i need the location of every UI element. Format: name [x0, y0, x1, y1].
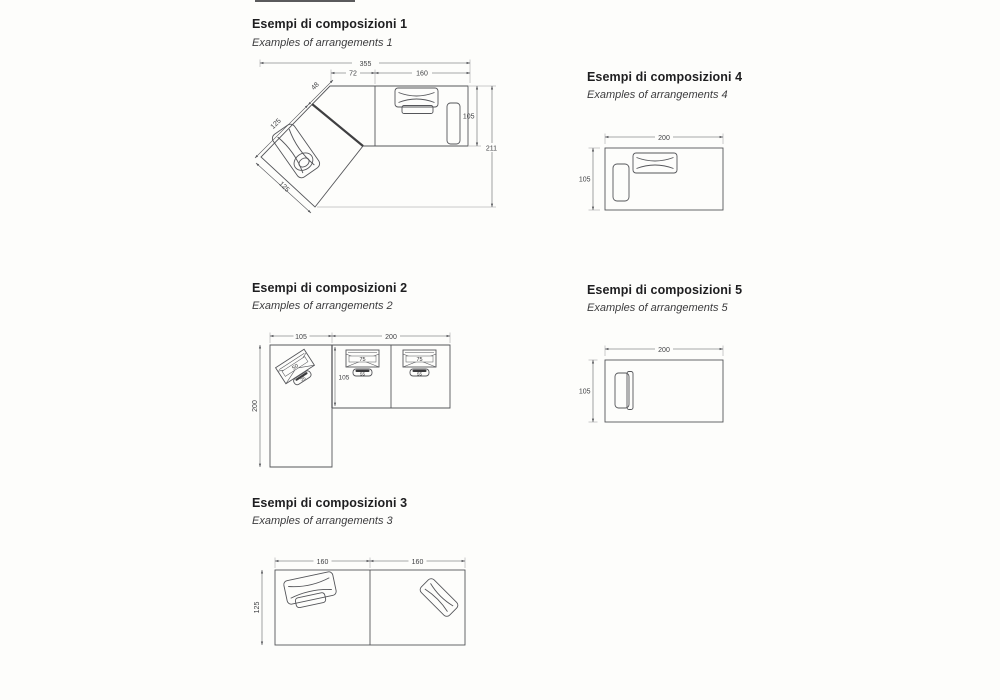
comp1-dim-segments [331, 69, 470, 78]
comp3-diagram [245, 545, 480, 655]
dim-label: 105 [578, 388, 591, 396]
side-cushion-icon [615, 372, 633, 410]
bolster-pillow-icon [633, 153, 677, 173]
comp1-diagram [245, 52, 510, 217]
pillow-icon [276, 349, 319, 390]
dim-label: 75 [359, 357, 366, 363]
comp2-dim-left-depth [250, 345, 260, 467]
comp3-dim-depth [252, 570, 262, 645]
comp5-title: Esempi di composizioni 5 [587, 283, 743, 297]
dim-label: 160 [411, 558, 424, 566]
sofa-outline [605, 360, 723, 422]
comp1-title: Esempi di composizioni 1 [252, 17, 408, 31]
comp1-dim-total-height [484, 86, 501, 207]
comp3-dim-right-module [370, 557, 465, 566]
rolled-pillow-icon [270, 122, 321, 180]
dim-label: 72 [349, 70, 357, 78]
dim-label: 125 [254, 601, 261, 614]
comp5-dim-width [605, 345, 723, 354]
dim-label: 55 [359, 371, 366, 377]
comp4-dim-depth [579, 148, 593, 210]
bolster-pillow-icon [283, 571, 338, 610]
comp2-dim-right-width [332, 332, 450, 341]
comp1-subtitle: Examples of arrangements 1 [252, 37, 393, 49]
comp1-dim-total-width [260, 59, 470, 68]
dim-label: 48 [310, 81, 321, 92]
dim-label: 50 [291, 363, 300, 372]
comp4-title: Esempi di composizioni 4 [587, 70, 743, 84]
dim-label: 125 [277, 180, 291, 194]
dim-label: 25 [299, 375, 307, 383]
dim-label: 160 [416, 70, 428, 78]
pillow-icon [403, 350, 436, 376]
corner-seam [312, 104, 363, 146]
comp5-diagram [580, 335, 745, 430]
dim-label: 105 [338, 374, 350, 382]
comp5-extension-lines [589, 346, 724, 423]
dim-label: 200 [658, 346, 670, 354]
dim-label: 211 [485, 145, 498, 153]
comp3-dim-left-module [275, 557, 370, 566]
dim-label: 160 [316, 558, 329, 566]
dim-label: 355 [359, 60, 372, 68]
comp2-subtitle: Examples of arrangements 2 [252, 300, 393, 312]
bolster-pillow-icon [395, 88, 438, 114]
cropped-header-fragment [255, 0, 355, 2]
comp2-diagram [245, 328, 480, 478]
comp5-subtitle: Examples of arrangements 5 [587, 302, 728, 314]
sofa-outline [261, 86, 468, 207]
comp5-dim-depth [579, 360, 593, 422]
comp1-dim-depth [463, 86, 477, 146]
dim-label: 105 [295, 333, 307, 341]
comp3-title: Esempi di composizioni 3 [252, 496, 408, 510]
dim-label: 125 [269, 117, 283, 131]
side-cushion-icon [447, 103, 460, 144]
comp4-diagram [580, 122, 745, 217]
dim-label: 200 [385, 333, 397, 341]
comp2-dim-left-width [270, 332, 332, 341]
dim-label: 200 [252, 400, 259, 412]
comp4-dim-width [605, 133, 723, 142]
comp3-subtitle: Examples of arrangements 3 [252, 515, 393, 527]
pillow-icon [346, 350, 379, 376]
side-cushion-icon [613, 164, 629, 201]
dim-label: 105 [462, 113, 475, 121]
comp3-extension-lines [275, 558, 465, 569]
dim-label: 200 [658, 134, 670, 142]
comp4-subtitle: Examples of arrangements 4 [587, 89, 728, 101]
comp1-extension-lines [260, 60, 496, 208]
comp2-dim-right-depth [335, 347, 350, 406]
dim-label: 75 [416, 357, 423, 363]
bolster-pillow-icon [418, 577, 459, 618]
comp1-dim-diagonals [255, 80, 333, 213]
dim-label: 105 [578, 176, 591, 184]
comp2-title: Esempi di composizioni 2 [252, 281, 408, 295]
comp4-extension-lines [589, 134, 724, 211]
dim-label: 55 [416, 371, 423, 377]
